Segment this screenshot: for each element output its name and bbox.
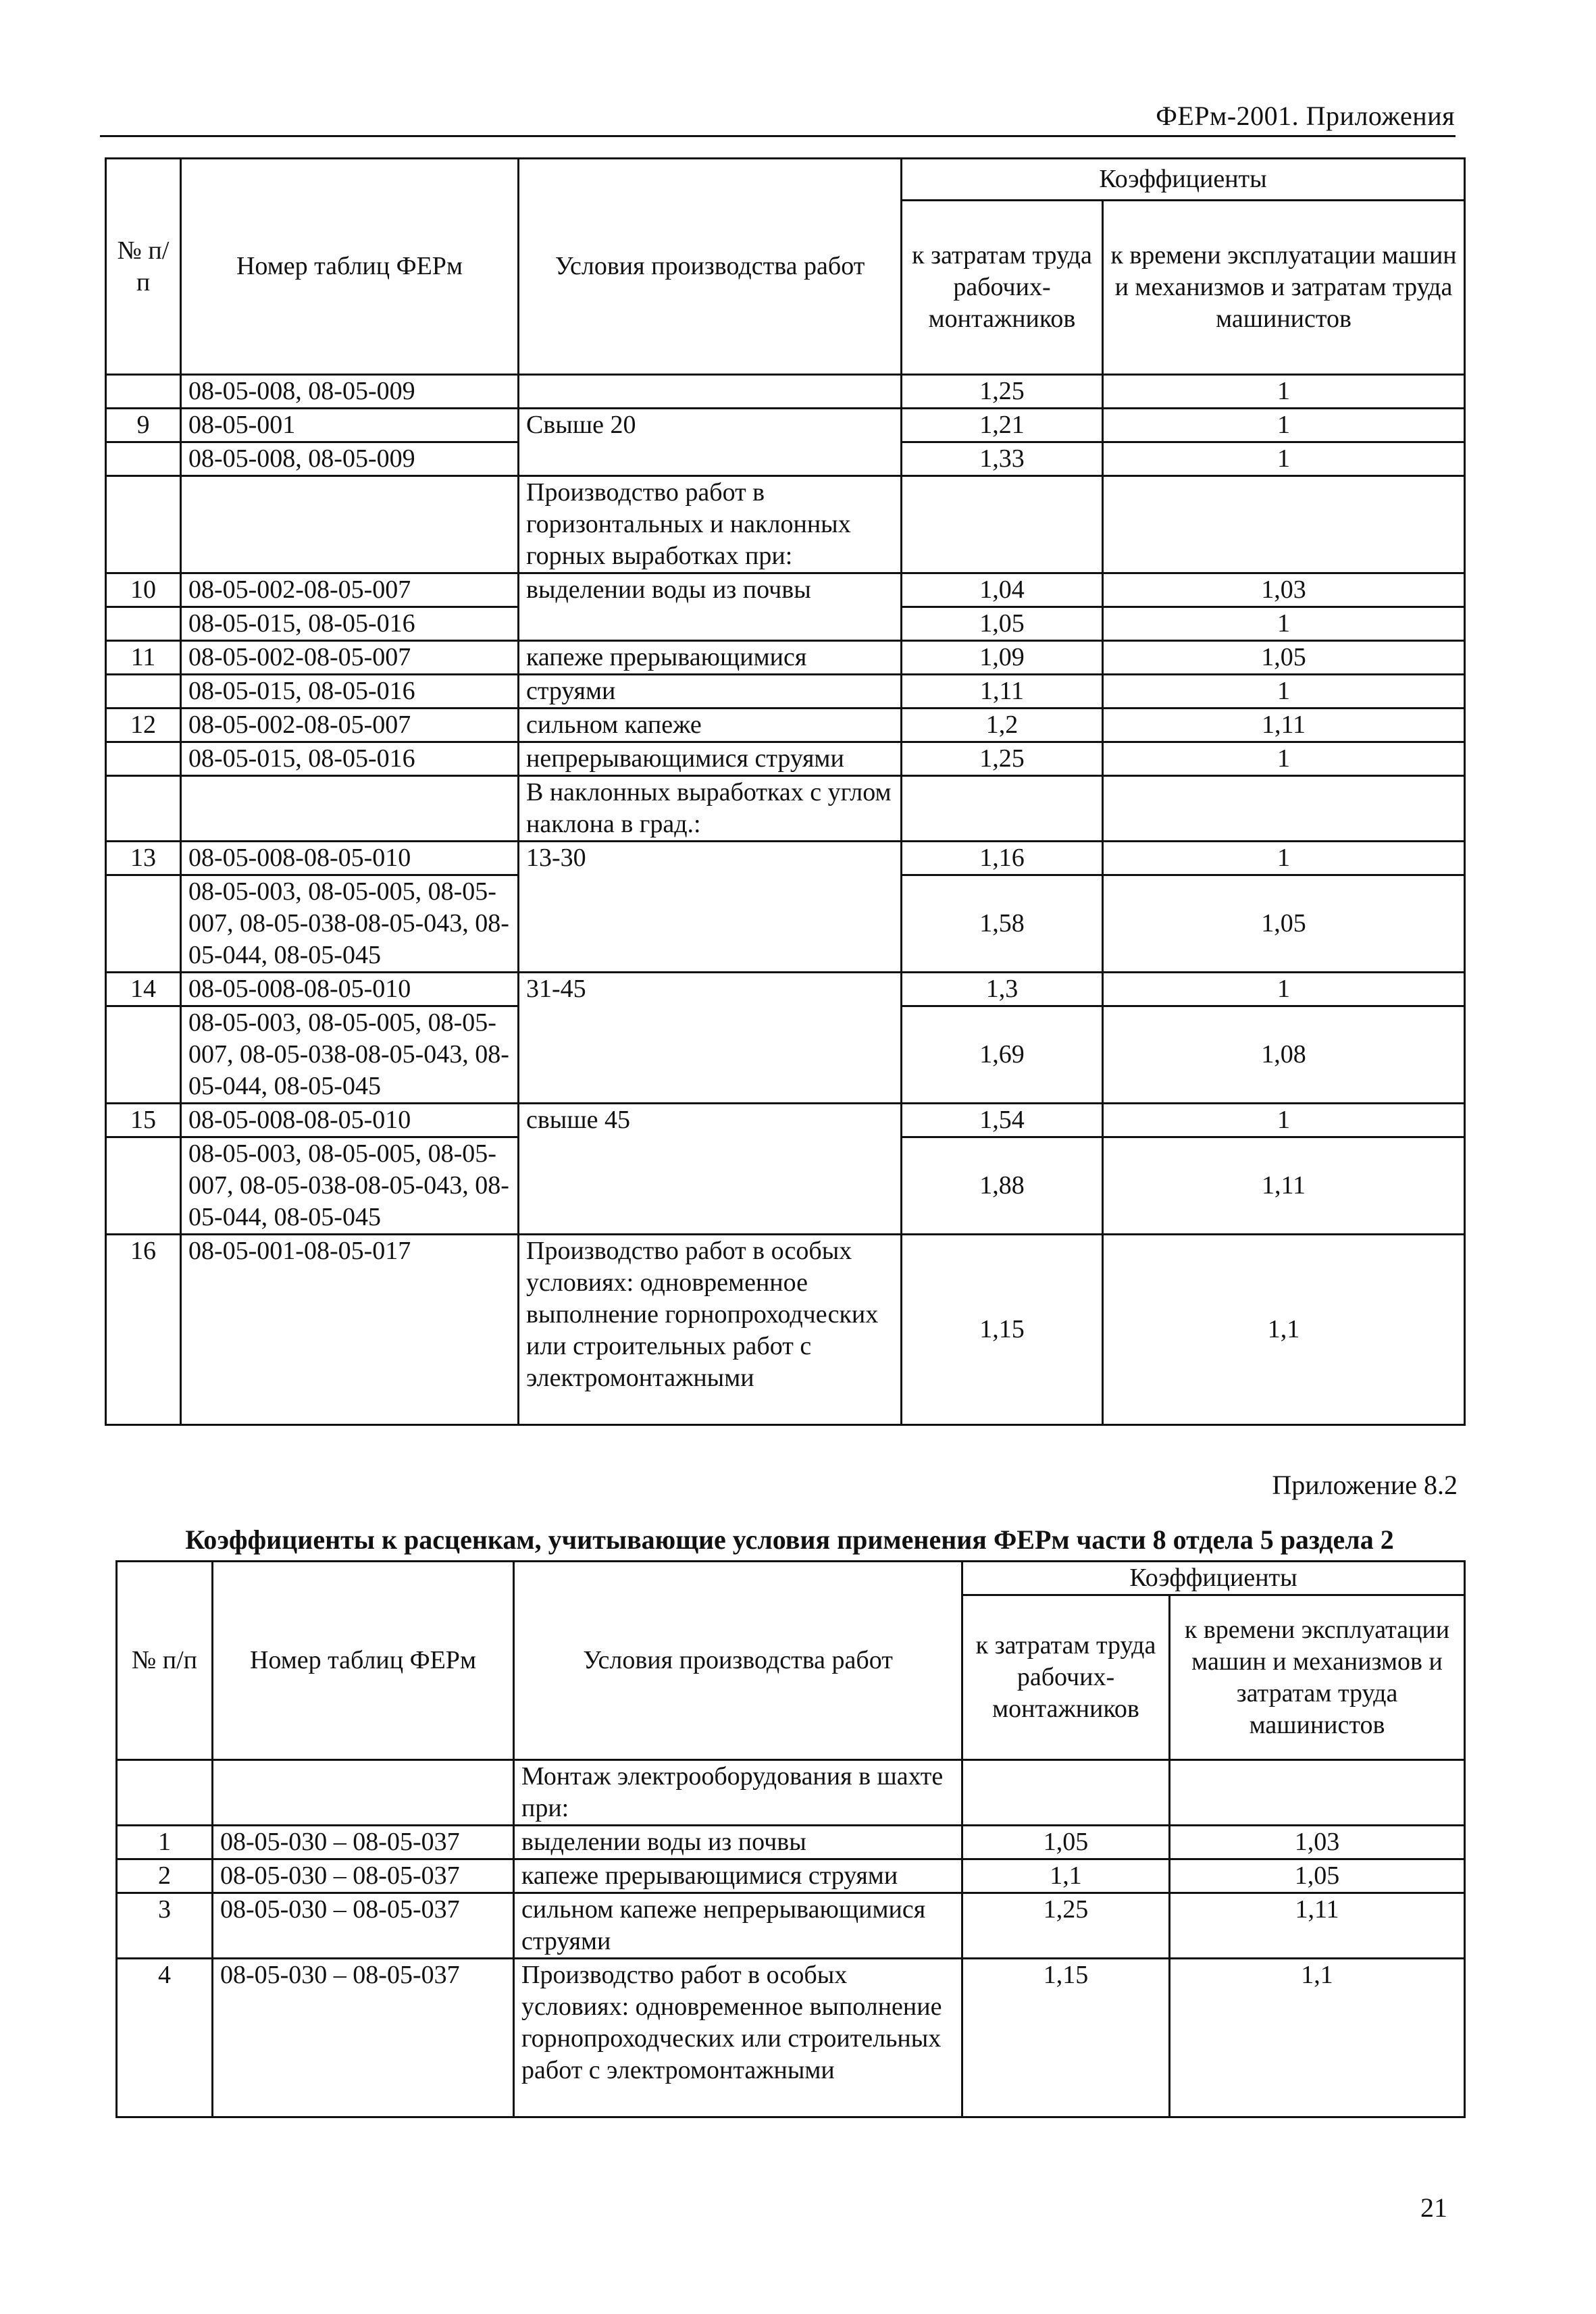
row-labor: 1,04 — [902, 573, 1103, 607]
table-row — [106, 776, 1465, 842]
row-labor: 1,05 — [902, 607, 1103, 641]
row-num: 2 — [117, 1859, 213, 1893]
row-num — [106, 375, 181, 409]
appendix-label: Приложение 8.2 — [1272, 1470, 1458, 1500]
row-num: 3 — [117, 1893, 213, 1959]
row-labor: 1,3 — [902, 973, 1103, 1006]
header-labor: к затратам труда рабочих-монтажников — [902, 201, 1103, 375]
row-tables: 08-05-002-08-05-007 — [181, 641, 519, 675]
row-tables: 08-05-015, 08-05-016 — [181, 675, 519, 709]
row-labor: 1,69 — [902, 1006, 1103, 1104]
row-labor: 1,33 — [902, 442, 1103, 476]
row-labor: 1,15 — [902, 1235, 1103, 1425]
row-tables: 08-05-008-08-05-010 — [181, 842, 519, 875]
row-tables: 08-05-008, 08-05-009 — [181, 442, 519, 476]
row-machines: 1,05 — [1103, 875, 1465, 973]
row-conditions: выделении воды из почвы — [519, 573, 902, 641]
row-conditions: Производство работ в горизонтальных и наклонных горных выработках при: — [519, 476, 902, 573]
row-machines: 1,03 — [1103, 573, 1465, 607]
row-conditions: капеже прерывающимися — [519, 641, 902, 675]
row-machines: 1 — [1103, 1104, 1465, 1137]
row-machines: 1,11 — [1103, 1137, 1465, 1235]
table-2-title: Коэффициенты к расценкам, учитывающие условия применения ФЕРм части 8 отдела 5 раздела 2 — [185, 1524, 1394, 1555]
row-tables: 08-05-001 — [181, 409, 519, 442]
row-num: 1 — [117, 1826, 213, 1859]
row-conditions: непрерывающимися струями — [519, 742, 902, 776]
row-tables: 08-05-030 – 08-05-037 — [213, 1893, 514, 1959]
table-row — [106, 573, 1465, 607]
header-labor: к затратам труда рабочих-монтажников — [962, 1595, 1170, 1760]
row-tables: 08-05-002-08-05-007 — [181, 573, 519, 607]
header-rule — [100, 135, 1456, 137]
row-num: 10 — [106, 573, 181, 607]
row-labor — [962, 1760, 1170, 1826]
row-conditions: 31-45 — [519, 973, 902, 1104]
row-machines: 1,11 — [1170, 1893, 1465, 1959]
row-tables: 08-05-003, 08-05-005, 08-05-007, 08-05-038-08-05-043, 08-05-044, 08-05-045 — [181, 875, 519, 973]
header-num: № п/п — [106, 159, 181, 375]
row-tables: 08-05-030 – 08-05-037 — [213, 1859, 514, 1893]
row-num: 4 — [117, 1959, 213, 2117]
row-labor: 1,25 — [902, 742, 1103, 776]
header-machines: к времени эксплуатации машин и механизмов и затратам труда машинистов — [1170, 1595, 1465, 1760]
row-machines — [1103, 476, 1465, 573]
header-conditions: Условия производства работ — [519, 159, 902, 375]
coefficients-table-2 — [115, 1560, 1466, 2118]
row-conditions: Производство работ в особых условиях: одновременное выполнение горнопроходческих или строительных работ с электромонтажными — [514, 1959, 962, 2117]
row-labor: 1,09 — [902, 641, 1103, 675]
row-machines: 1 — [1103, 742, 1465, 776]
table-row — [106, 641, 1465, 675]
row-conditions: выделении воды из почвы — [514, 1826, 962, 1859]
row-labor: 1,05 — [962, 1826, 1170, 1859]
row-num: 11 — [106, 641, 181, 675]
row-tables: 08-05-030 – 08-05-037 — [213, 1959, 514, 2117]
row-labor: 1,54 — [902, 1104, 1103, 1137]
row-conditions: струями — [519, 675, 902, 709]
row-machines — [1170, 1760, 1465, 1826]
row-tables: 08-05-002-08-05-007 — [181, 709, 519, 742]
row-tables — [181, 476, 519, 573]
row-conditions: сильном капеже — [519, 709, 902, 742]
row-conditions: В наклонных выработках с углом наклона в град.: — [519, 776, 902, 842]
row-labor: 1,1 — [962, 1859, 1170, 1893]
row-labor: 1,16 — [902, 842, 1103, 875]
table-row — [106, 742, 1465, 776]
row-labor: 1,2 — [902, 709, 1103, 742]
table-row — [117, 1893, 1465, 1959]
row-num — [117, 1760, 213, 1826]
row-tables: 08-05-030 – 08-05-037 — [213, 1826, 514, 1859]
row-tables — [181, 776, 519, 842]
table-row — [106, 709, 1465, 742]
table-row — [106, 476, 1465, 573]
row-num — [106, 1006, 181, 1104]
row-machines: 1 — [1103, 375, 1465, 409]
row-machines: 1 — [1103, 973, 1465, 1006]
table-row — [106, 1235, 1465, 1425]
row-num — [106, 675, 181, 709]
row-num — [106, 476, 181, 573]
row-labor: 1,58 — [902, 875, 1103, 973]
row-conditions: Монтаж электрооборудования в шахте при: — [514, 1760, 962, 1826]
row-machines: 1,1 — [1103, 1235, 1465, 1425]
page-number: 21 — [1420, 2192, 1447, 2223]
table-row — [106, 675, 1465, 709]
table-row — [106, 409, 1465, 442]
row-machines — [1103, 776, 1465, 842]
row-labor: 1,25 — [962, 1893, 1170, 1959]
row-num: 9 — [106, 409, 181, 442]
row-num — [106, 776, 181, 842]
header-coefficients: Коэффициенты — [962, 1562, 1465, 1595]
row-tables: 08-05-008-08-05-010 — [181, 1104, 519, 1137]
row-conditions: сильном капеже непрерывающимися струями — [514, 1893, 962, 1959]
row-num — [106, 607, 181, 641]
row-conditions: Свыше 20 — [519, 409, 902, 476]
row-labor — [902, 776, 1103, 842]
table-row — [117, 1760, 1465, 1826]
row-machines: 1,1 — [1170, 1959, 1465, 2117]
row-conditions: капеже прерывающимися струями — [514, 1859, 962, 1893]
row-machines: 1,03 — [1170, 1826, 1465, 1859]
running-header: ФЕРм-2001. Приложения — [1156, 101, 1455, 131]
row-labor — [902, 476, 1103, 573]
row-tables — [213, 1760, 514, 1826]
row-labor: 1,21 — [902, 409, 1103, 442]
row-num — [106, 742, 181, 776]
row-machines: 1 — [1103, 675, 1465, 709]
table-row — [117, 1859, 1465, 1893]
row-num — [106, 1137, 181, 1235]
coefficients-table-1 — [105, 157, 1466, 1426]
table-row — [106, 1104, 1465, 1137]
row-tables: 08-05-015, 08-05-016 — [181, 607, 519, 641]
row-num — [106, 875, 181, 973]
row-tables: 08-05-003, 08-05-005, 08-05-007, 08-05-038-08-05-043, 08-05-044, 08-05-045 — [181, 1006, 519, 1104]
table-row — [117, 1959, 1465, 2117]
header-tables: Номер таблиц ФЕРм — [213, 1562, 514, 1760]
row-conditions: свыше 45 — [519, 1104, 902, 1235]
row-machines: 1,05 — [1103, 641, 1465, 675]
row-machines: 1 — [1103, 842, 1465, 875]
row-num — [106, 442, 181, 476]
row-num: 12 — [106, 709, 181, 742]
row-labor: 1,88 — [902, 1137, 1103, 1235]
row-num: 16 — [106, 1235, 181, 1425]
row-tables: 08-05-008, 08-05-009 — [181, 375, 519, 409]
header-num: № п/п — [117, 1562, 213, 1760]
row-tables: 08-05-008-08-05-010 — [181, 973, 519, 1006]
table-row — [117, 1826, 1465, 1859]
table-row — [106, 842, 1465, 875]
header-machines: к времени эксплуатации машин и механизмов и затратам труда машинистов — [1103, 201, 1465, 375]
header-coefficients: Коэффициенты — [902, 159, 1465, 201]
row-num: 15 — [106, 1104, 181, 1137]
row-machines: 1 — [1103, 607, 1465, 641]
row-tables: 08-05-003, 08-05-005, 08-05-007, 08-05-038-08-05-043, 08-05-044, 08-05-045 — [181, 1137, 519, 1235]
row-machines: 1 — [1103, 442, 1465, 476]
row-conditions — [519, 375, 902, 409]
table-row — [106, 375, 1465, 409]
row-conditions: 13-30 — [519, 842, 902, 973]
row-conditions: Производство работ в особых условиях: одновременное выполнение горнопроходческих или строительных работ с электромонтажными — [519, 1235, 902, 1425]
header-conditions: Условия производства работ — [514, 1562, 962, 1760]
table-row — [106, 973, 1465, 1006]
row-labor: 1,15 — [962, 1959, 1170, 2117]
row-num: 14 — [106, 973, 181, 1006]
header-tables: Номер таблиц ФЕРм — [181, 159, 519, 375]
row-tables: 08-05-015, 08-05-016 — [181, 742, 519, 776]
row-labor: 1,11 — [902, 675, 1103, 709]
row-machines: 1,05 — [1170, 1859, 1465, 1893]
row-tables: 08-05-001-08-05-017 — [181, 1235, 519, 1425]
row-machines: 1,11 — [1103, 709, 1465, 742]
row-machines: 1 — [1103, 409, 1465, 442]
row-machines: 1,08 — [1103, 1006, 1465, 1104]
row-labor: 1,25 — [902, 375, 1103, 409]
row-num: 13 — [106, 842, 181, 875]
